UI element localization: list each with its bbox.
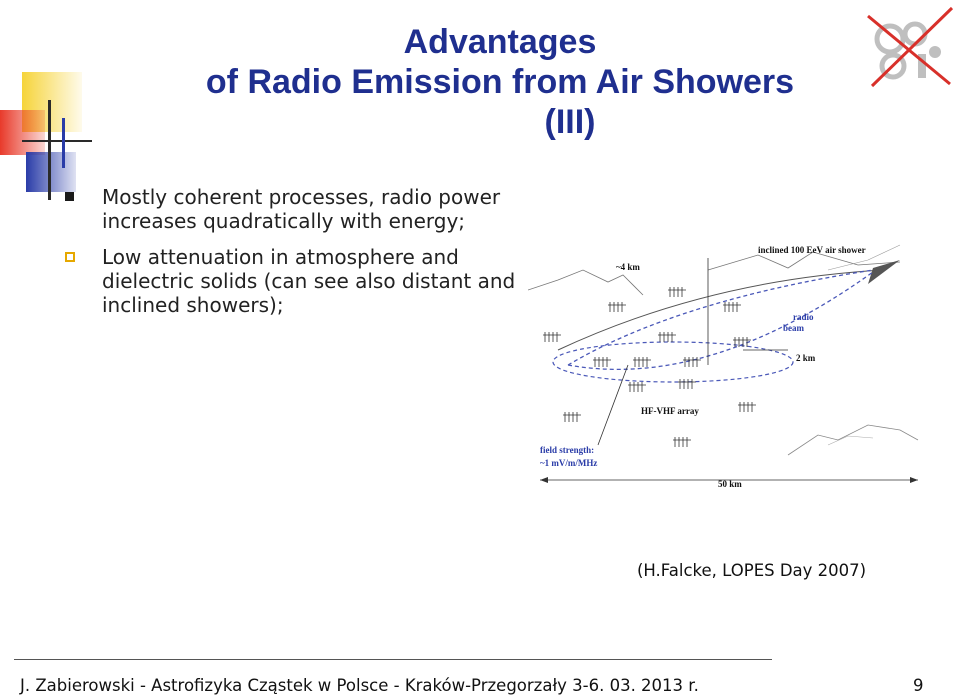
label-field-value: ~1 mV/m/MHz <box>540 458 598 468</box>
diagram-graphic <box>528 240 928 495</box>
bullet-square-icon <box>65 252 75 262</box>
title-line-1: Advantages <box>403 23 597 61</box>
footer-text: J. Zabierowski - Astrofizyka Cząstek w Polsce - Kraków-Przegorzały 3-6. 03. 2013 r. <box>20 676 699 695</box>
page-title <box>150 22 850 142</box>
label-4km: ~4 km <box>616 262 640 272</box>
footer-divider <box>14 659 772 660</box>
page-number: 9 <box>913 676 924 695</box>
bullet-item <box>65 185 535 233</box>
label-beam: beam <box>783 323 804 333</box>
label-50km: 50 km <box>718 479 742 489</box>
bullet-square-icon <box>65 192 74 201</box>
title-line-2: of Radio Emission from Air Showers <box>205 63 795 101</box>
radio-array-diagram <box>528 240 928 495</box>
title-line-3: (III) <box>544 103 596 141</box>
figure-credit: (H.Falcke, LOPES Day 2007) <box>637 561 867 580</box>
bullet-item <box>65 245 535 317</box>
label-2km: 2 km <box>796 353 816 363</box>
corner-decoration <box>0 0 100 200</box>
label-field-strength: field strength: <box>540 445 595 455</box>
label-radio: radio <box>793 312 814 322</box>
bullet-text: Mostly coherent processes, radio power increases quadratically with energy; <box>102 185 501 233</box>
label-hf-vhf-array: HF-VHF array <box>641 406 699 416</box>
corner-squares-graphic <box>0 0 100 200</box>
logo-graphic <box>860 4 956 94</box>
label-air-shower: inclined 100 EeV air shower <box>758 245 866 255</box>
institute-logo <box>860 4 956 94</box>
bullet-text: Low attenuation in atmosphere and dielectric solids (can see also distant and inclined showers); <box>102 245 516 317</box>
